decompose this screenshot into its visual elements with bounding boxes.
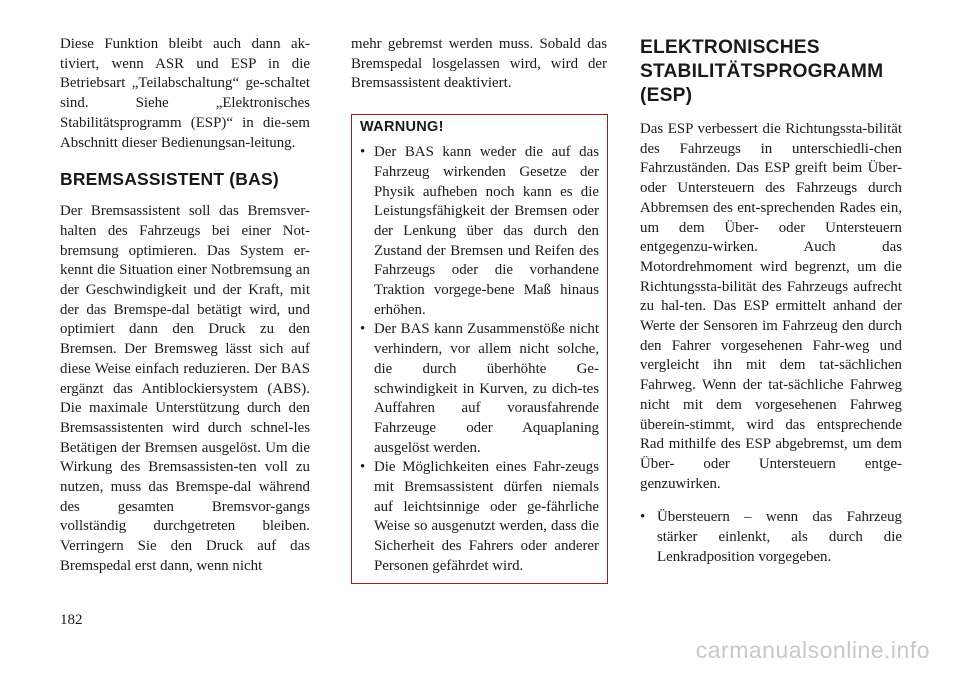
column-left (60, 0, 310, 577)
warning-item-text: Der BAS kann weder die auf das Fahrzeug wirkenden Gesetze der Physik aufheben noch kann es die Leistungsfähigkeit der Bremsen oder der Lenkung über das durch den Zustand der Bremsen und Reifen des Fahrzeugs oder die vorhandene Traktion vorgege-bene Maß hinaus erhöhen. (374, 144, 599, 318)
esp-heading-line: STABILITÄTSPROGRAMM (640, 61, 884, 82)
watermark: carmanualsonline.info (695, 637, 930, 663)
page-number: 182 (60, 612, 83, 628)
bullet-icon: • (360, 459, 366, 476)
bullet-icon: • (640, 509, 646, 526)
warning-item (360, 320, 599, 458)
warning-box (351, 114, 608, 583)
warning-item-text: Die Möglichkeiten eines Fahr-zeugs mit Bremsassistent dürfen niemals auf leichtsinnige oder ge-fährliche Weise so ausgenutzt werden, dass die Sicherheit des Fahrers oder anderer Personen gefährdet wird. (374, 459, 599, 574)
warning-title: WARNUNG! (360, 119, 444, 136)
bullet-icon: • (360, 144, 366, 161)
esp-heading (640, 36, 902, 108)
warning-item (360, 458, 599, 576)
column-right (640, 0, 902, 567)
warning-list (360, 143, 599, 576)
esp-list-item-text: Übersteuern – wenn das Fahrzeug stärker einlenkt, als durch die Lenkradposition vorgegeben. (657, 509, 902, 565)
esp-heading-line: (ESP) (640, 85, 693, 106)
warning-item (360, 143, 599, 320)
bas-body-paragraph: Der Bremsassistent soll das Bremsver-halten des Fahrzeugs bei einer Not-bremsung optimieren. Das System er-kennt die Situation einer Notbremsung an der Geschwindigkeit und der Kraft, mit der das Bremspe-dal betätigt wird, und optimiert dann den Druck zu den Bremsen. Der Bremsweg lässt sich auf diese Weise einfach reduzieren. Der BAS ergänzt das Antiblockiersystem (ABS). Die maximale Unterstützung durch den Bremsassistenten wird durch schnel-les Betätigen der Bremsen ausgelöst. Um die Wirkung des Bremsassisten-ten voll zu nutzen, muss das Bremspe-dal während des gesamten Bremsvor-gangs vollständig durchgetreten bleiben. Verringern Sie den Druck auf das Bremspedal erst dann, wenn nicht (60, 203, 310, 574)
warning-item-text: Der BAS kann Zusammenstöße nicht verhindern, vor allem nicht solche, die durch überhöhte Ge-schwindigkeit in Kurven, zu dich-tes Auffahren auf vorausfahrende Fahrzeuge oder Aquaplaning ausgelöst werden. (374, 321, 599, 456)
esp-list-item (640, 508, 902, 567)
esp-heading-line: ELEKTRONISCHES (640, 37, 820, 58)
continuation-paragraph: mehr gebremst werden muss. Sobald das Bremspedal losgelassen wird, wird der Bremsassistent deaktiviert. (351, 36, 607, 92)
esp-body-paragraph: Das ESP verbessert die Richtungssta-bilität des Fahrzeugs in unterschiedli-chen Fahrzuständen. Das ESP greift beim Über- oder Untersteuern des Fahrzeugs durch Abbremsen des ent-sprechenden Rades ein, um dem Über- oder Untersteuern entgegenzu-wirken. Auch das Motordrehmoment wird begrenzt, um die Richtungssta-bilität des Fahrzeugs aufrecht zu hal-ten. Das ESP ermittelt anhand der Werte der Sensoren im Fahrzeug den durch den Fahrer vorgesehenen Fahr-weg und vergleicht ihn mit dem tat-sächlichen Fahrweg. Wenn der tat-sächliche Fahrweg nicht mit dem vorgesehenen Fahrweg überein-stimmt, wird das entsprechende Rad mithilfe des ESP abgebremst, um dem Über- oder Untersteuern entge-genzuwirken. (640, 121, 902, 492)
column-middle (351, 0, 607, 584)
esp-list (640, 508, 902, 567)
bullet-icon: • (360, 321, 366, 338)
intro-paragraph: Diese Funktion bleibt auch dann ak-tiviert, wenn ASR und ESP in die Betriebsart „Teilabschaltung“ ge-schaltet sind. Siehe „Elektronisches Stabilitätsprogramm (ESP)“ in die-sem Abschnitt dieser Bedienungsan-leitung. (60, 36, 310, 151)
bas-heading: BREMSASSISTENT (BAS) (60, 169, 279, 190)
